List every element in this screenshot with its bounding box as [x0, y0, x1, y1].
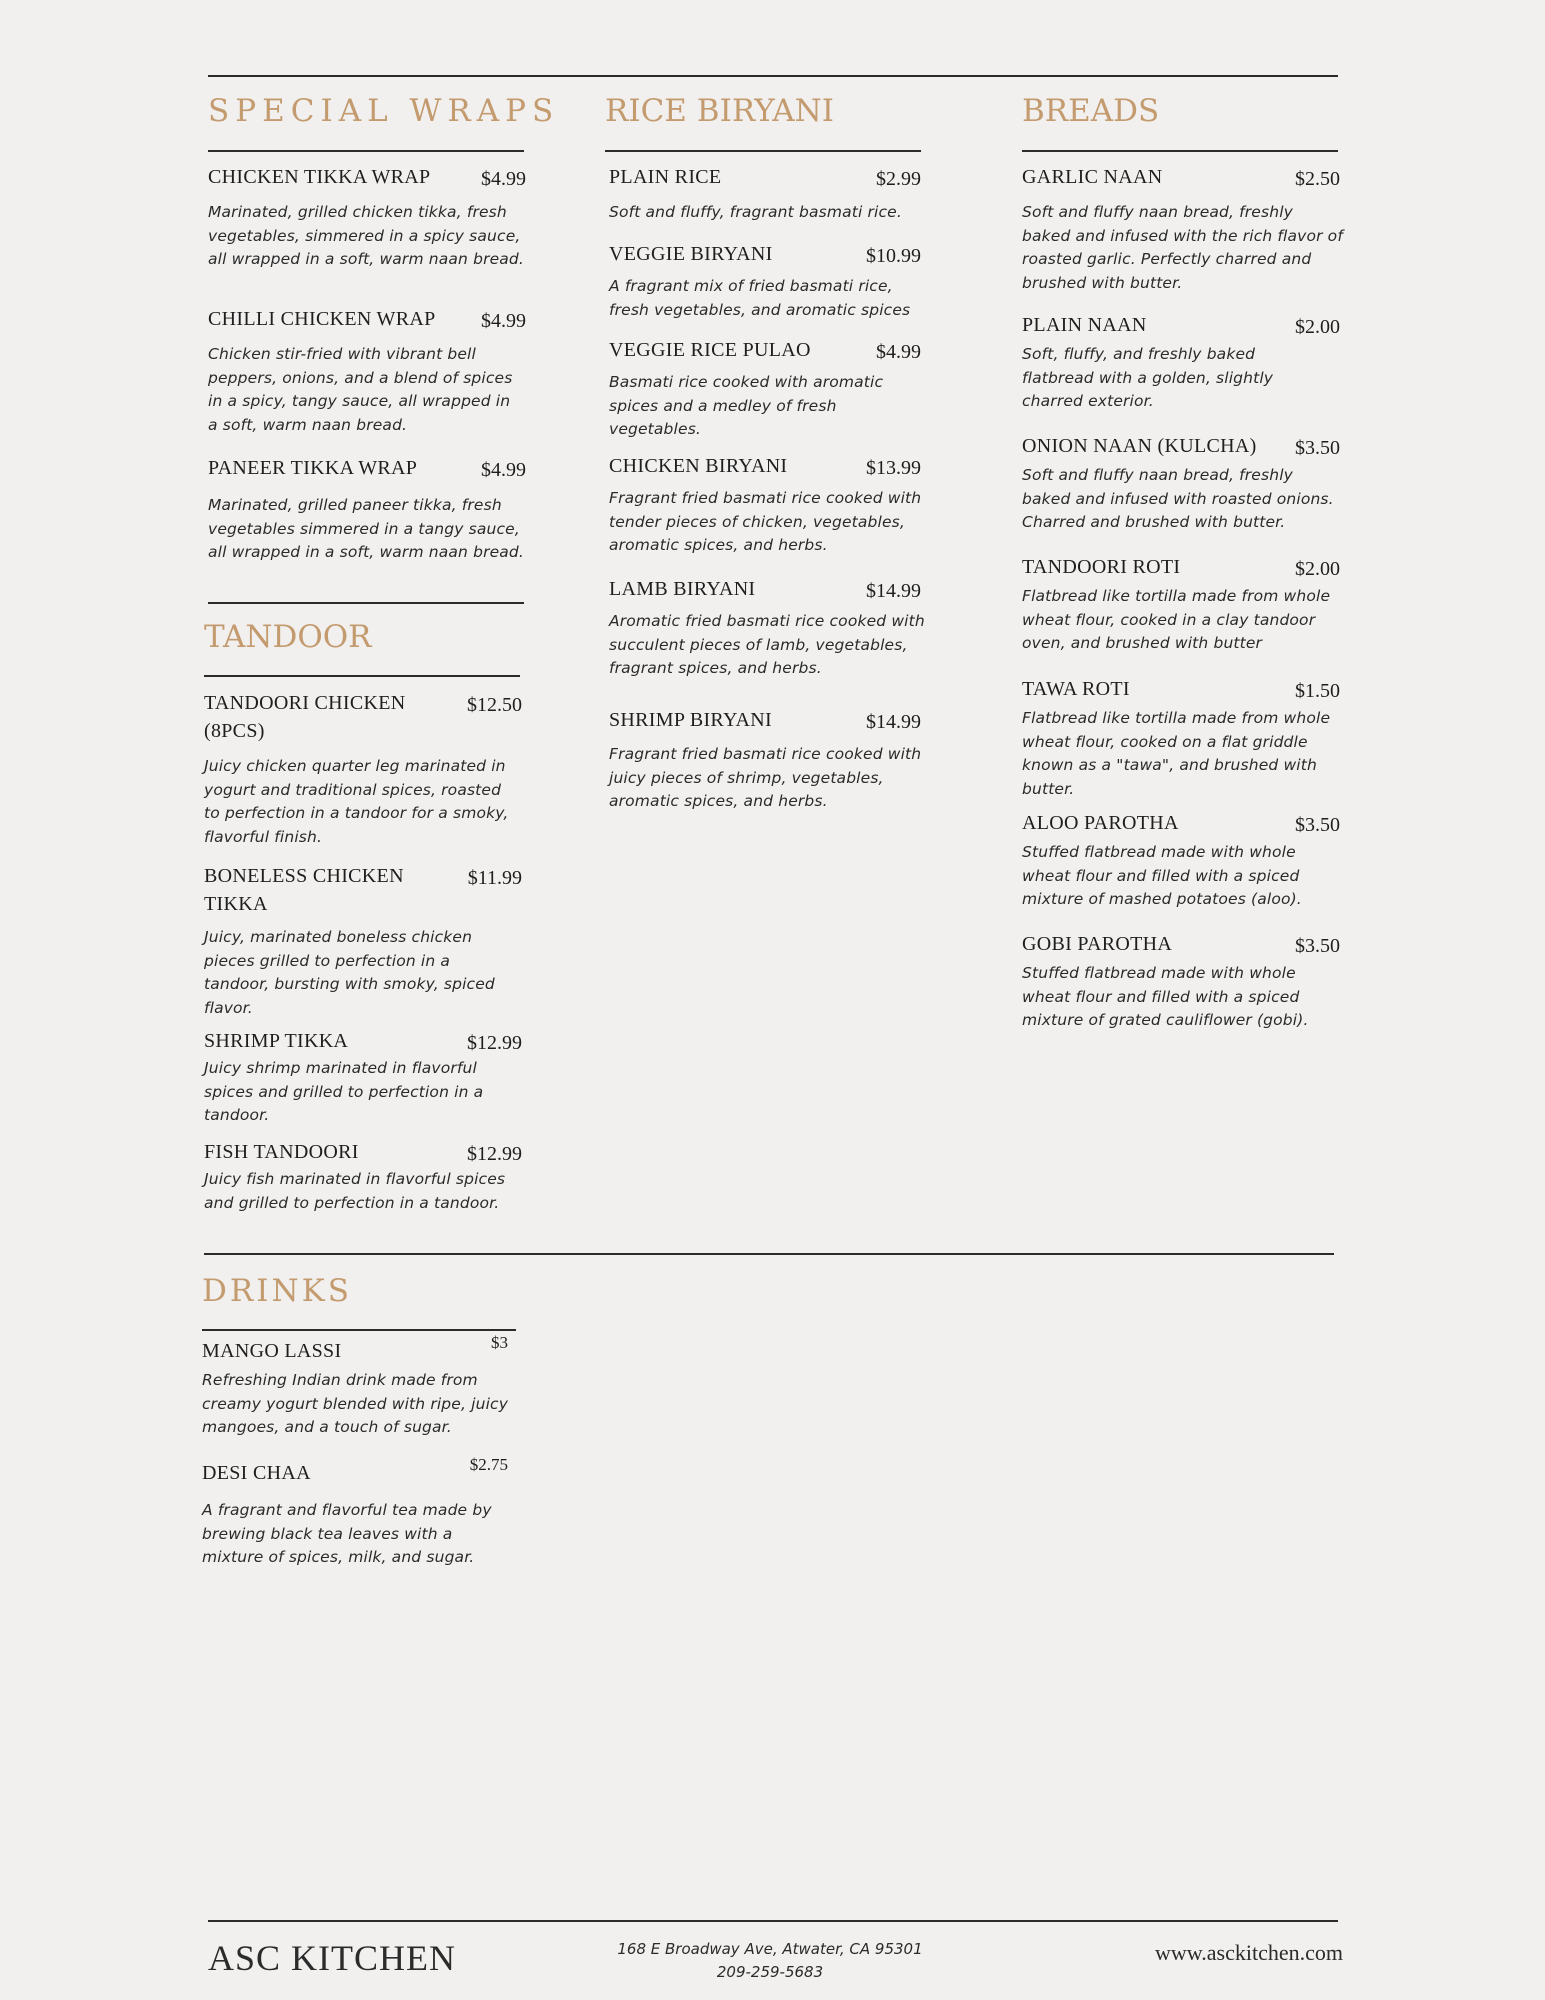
- item-name: CHICKEN BIRYANI: [609, 455, 788, 477]
- item-name: BONELESS CHICKEN TIKKA: [204, 865, 404, 915]
- item-price: $14.99: [866, 711, 921, 733]
- section-title-rice-biryani: RICE BIRYANI: [605, 93, 835, 129]
- item-price: $1.50: [1295, 680, 1340, 702]
- item-name: ALOO PAROTHA: [1022, 812, 1179, 834]
- item-name: VEGGIE BIRYANI: [609, 243, 773, 265]
- footer-divider: [208, 1920, 1338, 1922]
- section-divider: [208, 150, 524, 152]
- item-description: A fragrant mix of fried basmati rice, fresh vegetables, and aromatic spices: [609, 277, 911, 319]
- item-name: PLAIN NAAN: [1022, 314, 1147, 336]
- item-description: Soft, fluffy, and freshly baked flatbread with a golden, slightly charred exterior.: [1022, 345, 1274, 410]
- item-name: CHICKEN TIKKA WRAP: [208, 166, 431, 188]
- item-price: $10.99: [866, 245, 921, 267]
- item-price: $4.99: [876, 341, 921, 363]
- item-description: Fragrant fried basmati rice cooked with tender pieces of chicken, vegetables, aromatic spices, and herbs.: [609, 489, 922, 554]
- mid-divider: [204, 1253, 1334, 1255]
- item-price: $4.99: [481, 310, 526, 332]
- item-price: $3.50: [1295, 437, 1340, 459]
- item-description: Marinated, grilled paneer tikka, fresh vegetables simmered in a tangy sauce, all wrapped in a soft, warm naan bread.: [208, 496, 525, 561]
- item-name: GOBI PAROTHA: [1022, 933, 1173, 955]
- restaurant-contact: [560, 1938, 980, 1984]
- item-name: DESI CHAA: [202, 1462, 311, 1484]
- item-price: $12.99: [467, 1143, 522, 1165]
- item-name: MANGO LASSI: [202, 1340, 342, 1362]
- item-name: VEGGIE RICE PULAO: [609, 339, 811, 361]
- item-description: Fragrant fried basmati rice cooked with juicy pieces of shrimp, vegetables, aromatic spices, and herbs.: [609, 745, 922, 810]
- item-name: SHRIMP BIRYANI: [609, 709, 772, 731]
- item-description: Juicy chicken quarter leg marinated in yogurt and traditional spices, roasted to perfection in a tandoor for a smoky, flavorful finish.: [204, 757, 509, 846]
- item-description: Juicy shrimp marinated in flavorful spices and grilled to perfection in a tandoor.: [204, 1059, 484, 1124]
- item-description: Soft and fluffy naan bread, freshly baked and infused with the rich flavor of roasted garlic. Perfectly charred and brushed with butter.: [1022, 203, 1343, 292]
- item-price: $2.50: [1295, 168, 1340, 190]
- section-title-special-wraps: SPECIAL WRAPS: [208, 93, 560, 129]
- item-description: Juicy fish marinated in flavorful spices and grilled to perfection in a tandoor.: [204, 1170, 506, 1212]
- item-name: TANDOORI ROTI: [1022, 556, 1181, 578]
- top-divider: [208, 75, 1338, 77]
- restaurant-website[interactable]: www.asckitchen.com: [1155, 1940, 1343, 1965]
- item-price: $11.99: [467, 867, 522, 889]
- item-price: $3: [491, 1333, 508, 1352]
- item-price: $12.99: [467, 1032, 522, 1054]
- item-price: $4.99: [481, 459, 526, 481]
- item-name: CHILLI CHICKEN WRAP: [208, 308, 436, 330]
- section-title-tandoor: TANDOOR: [204, 619, 372, 655]
- item-description: Flatbread like tortilla made from whole wheat flour, cooked on a flat griddle known as a "tawa", and brushed with butter.: [1022, 709, 1331, 798]
- item-price: $2.00: [1295, 558, 1340, 580]
- item-description: Flatbread like tortilla made from whole wheat flour, cooked in a clay tandoor oven, and brushed with butter: [1022, 587, 1331, 652]
- restaurant-name: ASC KITCHEN: [208, 1938, 457, 1978]
- item-description: Aromatic fried basmati rice cooked with succulent pieces of lamb, vegetables, fragrant spices, and herbs.: [609, 612, 925, 677]
- item-description: Stuffed flatbread made with whole wheat flour and filled with a spiced mixture of mashed potatoes (aloo).: [1022, 843, 1302, 908]
- section-divider: [605, 150, 921, 152]
- section-divider: [1022, 150, 1338, 152]
- restaurant-address: 168 E Broadway Ave, Atwater, CA 95301: [617, 1940, 923, 1958]
- item-description: Basmati rice cooked with aromatic spices and a medley of fresh vegetables.: [609, 373, 884, 438]
- section-divider: [202, 1329, 516, 1331]
- item-price: $4.99: [481, 168, 526, 190]
- item-description: Juicy, marinated boneless chicken pieces grilled to perfection in a tandoor, bursting with smoky, spiced flavor.: [204, 928, 495, 1017]
- section-title-breads: BREADS: [1022, 93, 1160, 129]
- item-name: TANDOORI CHICKEN (8PCS): [204, 692, 406, 742]
- item-name: SHRIMP TIKKA: [204, 1030, 349, 1052]
- item-price: $2.75: [469, 1455, 508, 1474]
- item-name: FISH TANDOORI: [204, 1141, 359, 1163]
- item-name: ONION NAAN (KULCHA): [1022, 435, 1257, 457]
- item-price: $2.00: [1295, 316, 1340, 338]
- item-name: GARLIC NAAN: [1022, 166, 1163, 188]
- item-price: $14.99: [866, 580, 921, 602]
- restaurant-phone: 209-259-5683: [716, 1963, 824, 1981]
- item-name: LAMB BIRYANI: [609, 578, 756, 600]
- item-price: $2.99: [876, 168, 921, 190]
- section-divider: [204, 675, 520, 677]
- item-name: PLAIN RICE: [609, 166, 722, 188]
- item-description: Refreshing Indian drink made from creamy yogurt blended with ripe, juicy mangoes, and a touch of sugar.: [202, 1371, 509, 1436]
- item-price: $12.50: [467, 694, 522, 716]
- item-description: A fragrant and flavorful tea made by brewing black tea leaves with a mixture of spices, milk, and sugar.: [202, 1501, 492, 1566]
- item-description: Marinated, grilled chicken tikka, fresh vegetables, simmered in a spicy sauce, all wrapped in a soft, warm naan bread.: [208, 203, 525, 268]
- item-name: PANEER TIKKA WRAP: [208, 457, 418, 479]
- item-price: $3.50: [1295, 935, 1340, 957]
- item-description: Soft and fluffy, fragrant basmati rice.: [609, 203, 902, 221]
- section-title-drinks: DRINKS: [202, 1273, 352, 1309]
- item-description: Soft and fluffy naan bread, freshly baked and infused with roasted onions. Charred and brushed with butter.: [1022, 466, 1334, 531]
- item-name: TAWA ROTI: [1022, 678, 1130, 700]
- item-price: $3.50: [1295, 814, 1340, 836]
- item-price: $13.99: [866, 457, 921, 479]
- section-divider: [208, 602, 524, 604]
- item-description: Chicken stir-fried with vibrant bell peppers, onions, and a blend of spices in a spicy, tangy sauce, all wrapped in a soft, warm naan bread.: [208, 345, 513, 434]
- item-description: Stuffed flatbread made with whole wheat flour and filled with a spiced mixture of grated cauliflower (gobi).: [1022, 964, 1309, 1029]
